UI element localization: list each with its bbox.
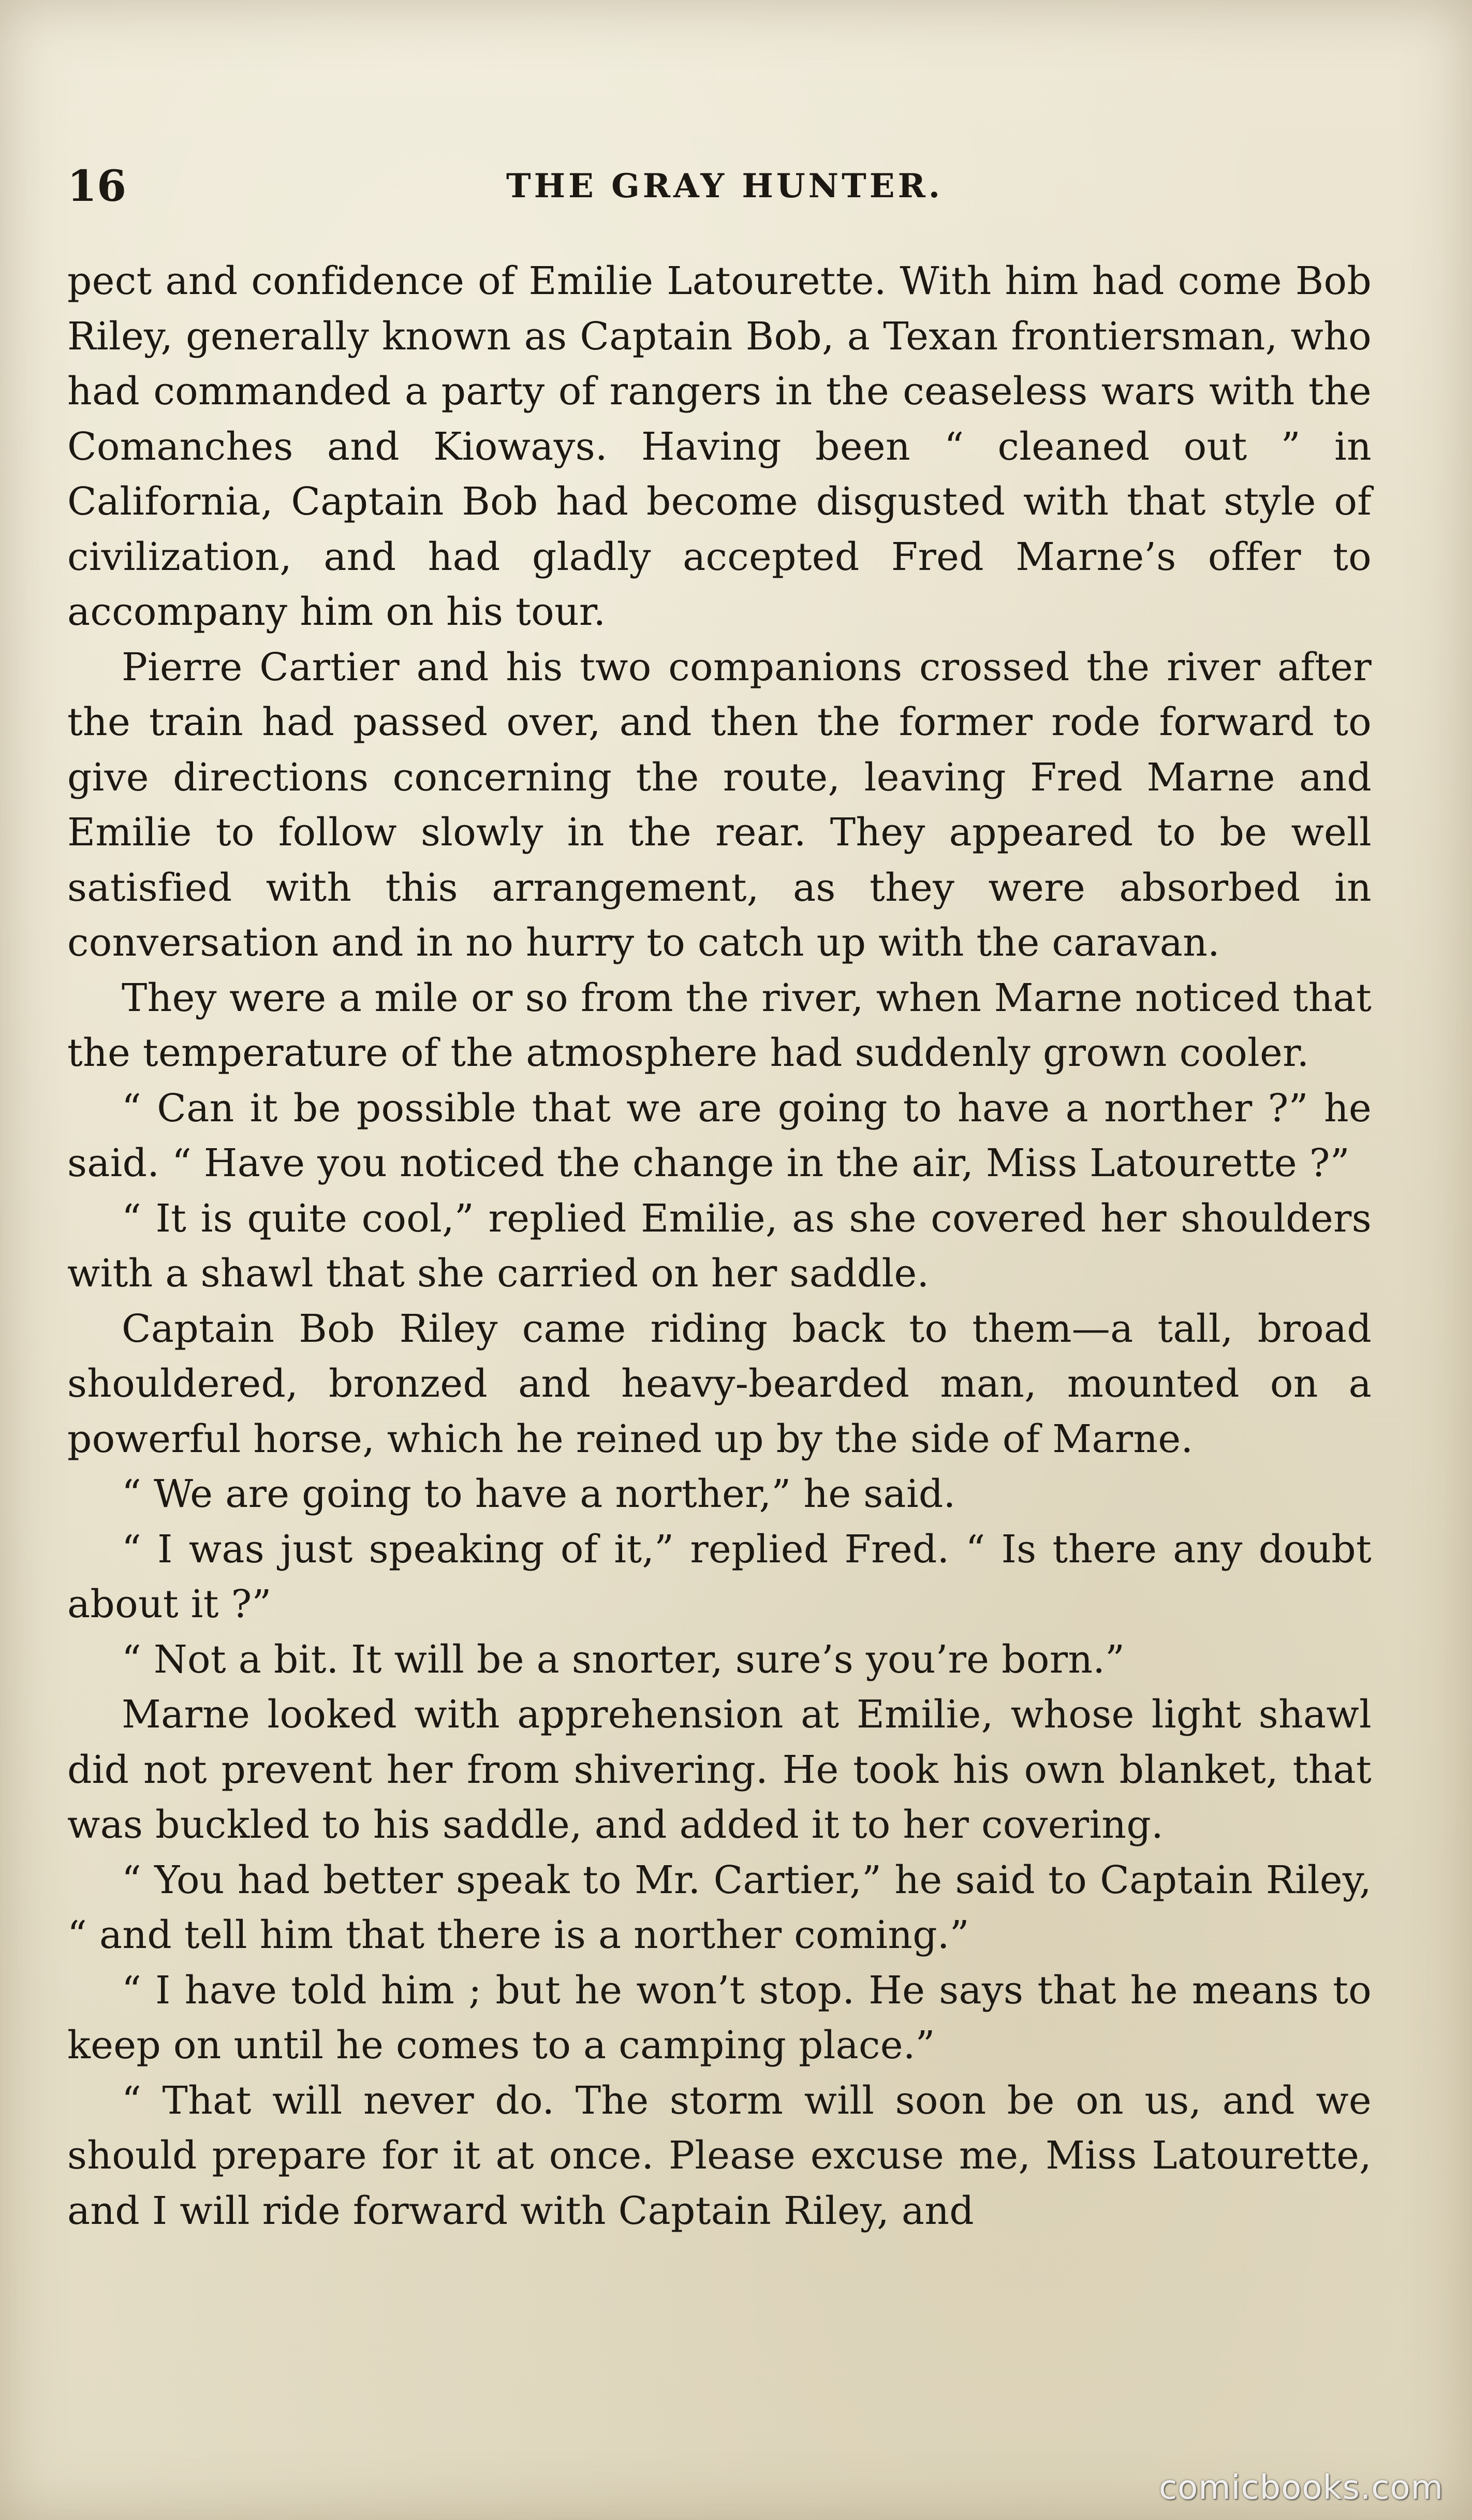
page-number: 16 [67,162,127,211]
paragraph-3: They were a mile or so from the river, when Marne noticed that the temperature of the atmosphere had suddenly grown cooler. [67,975,1372,1075]
paragraph-12: “ I have told him ; but he won’t stop. He says that he means to keep on until he comes to a camping place.” [67,1968,1372,2068]
body-text [67,254,1372,2238]
paragraph-13: “ That will never do. The storm will soon be on us, and we should prepare for it at once. Please excuse me, Miss Latourette, and I will ride forward with Captain Riley, and [67,2078,1372,2233]
paragraph-1: pect and confidence of Emilie Latourette. With him had come Bob Riley, generally known as Captain Bob, a Texan frontiersman, who had commanded a party of rangers in the ceaseless wars with the Comanches and Kioways. Having been “ cleaned out ” in California, Captain Bob had become disgusted with that style of civilization, and had gladly accepted Fred Marne’s offer to accompany him on his tour. [67,259,1372,634]
watermark: comicbooks.com [1158,2469,1444,2507]
paragraph-7: “ We are going to have a norther,” he said. [122,1472,956,1516]
paragraph-4: “ Can it be possible that we are going to have a norther ?” he said. “ Have you noticed the change in the air, Miss Latourette ?” [67,1086,1372,1185]
paragraph-10: Marne looked with apprehension at Emilie, whose light shawl did not prevent her from shivering. He took his own blanket, that was buckled to his saddle, and added it to her covering. [67,1692,1372,1847]
page-header [67,158,1382,215]
paragraph-8: “ I was just speaking of it,” replied Fred. “ Is there any doubt about it ?” [67,1527,1372,1627]
paragraph-6: Captain Bob Riley came riding back to them—a tall, broad shouldered, bronzed and heavy-bearded man, mounted on a powerful horse, which he reined up by the side of Marne. [67,1306,1372,1461]
paragraph-5: “ It is quite cool,” replied Emilie, as she covered her shoulders with a shawl that she carried on her saddle. [67,1196,1372,1296]
paragraph-11: “ You had better speak to Mr. Cartier,” he said to Captain Riley, “ and tell him that there is a norther coming.” [67,1857,1372,1957]
paragraph-2: Pierre Cartier and his two companions crossed the river after the train had passed over, and then the former rode forward to give directions concerning the route, leaving Fred Marne and Emilie to follow slowly in the rear. They appeared to be well satisfied with this arrangement, as they were absorbed in conversation and in no hurry to catch up with the caravan. [67,644,1372,965]
running-head: THE GRAY HUNTER. [506,167,944,206]
paragraph-9: “ Not a bit. It will be a snorter, sure’s you’re born.” [122,1637,1125,1682]
